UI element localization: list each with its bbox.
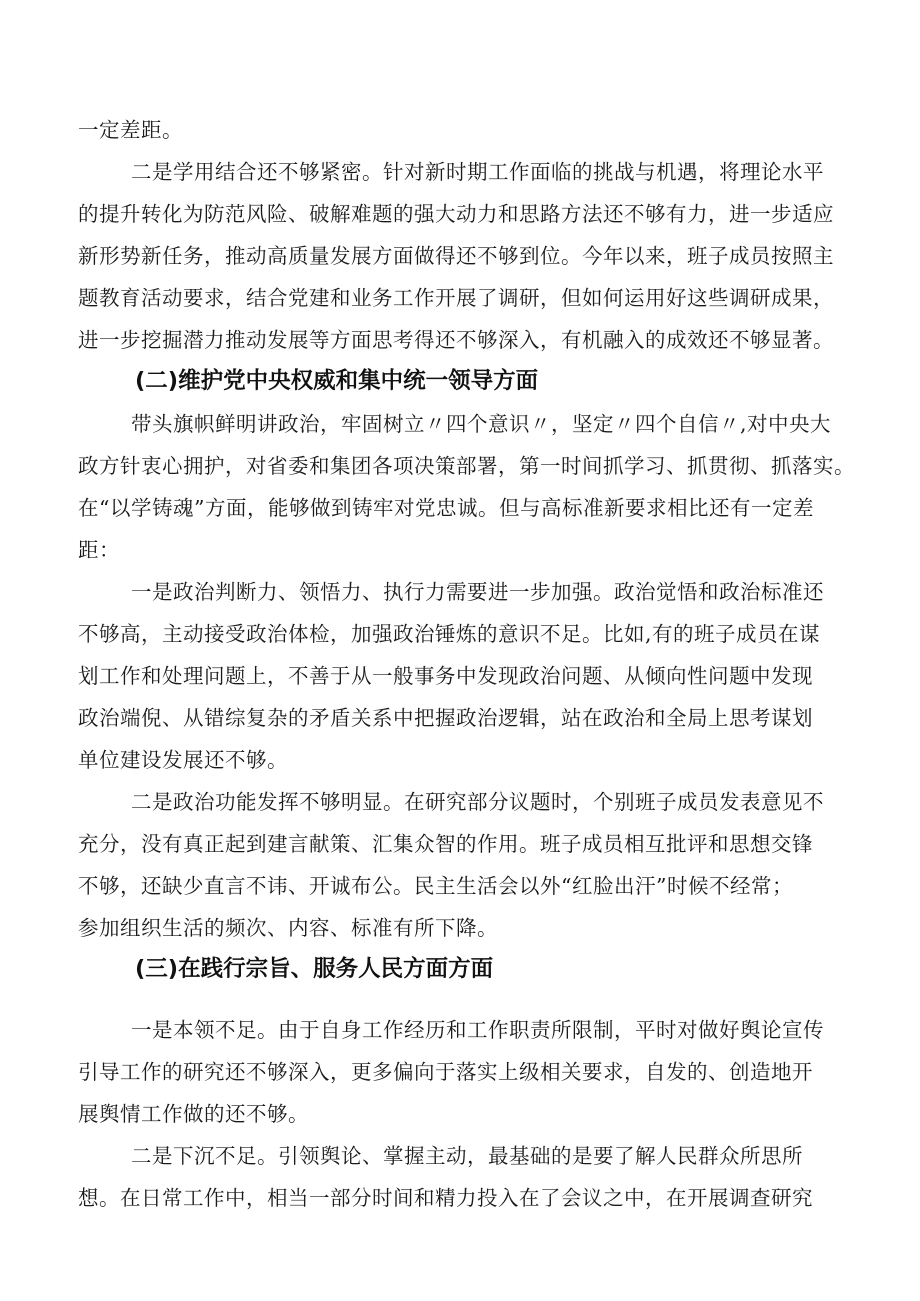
text-line: 距：: [78, 538, 120, 562]
text-line: 展舆情工作做的还不够。: [78, 1102, 309, 1126]
text-line: 的提升转化为防范风险、破解难题的强大动力和思路方法还不够有力，进一步适应: [78, 202, 834, 226]
paragraph-first-line: 二是下沉不足。引领舆论、掌握主动，最基础的是要了解人民群众所思所: [131, 1144, 803, 1168]
text-line: 想。在日常工作中，相当一部分时间和精力投入在了会议之中，在开展调查研究: [78, 1186, 813, 1210]
section-heading: (二)维护党中央权威和集中统一领导方面: [135, 368, 539, 394]
text-line: 单位建设发展还不够。: [78, 748, 288, 772]
text-line: 政方针衷心拥护，对省委和集团各项决策部署，第一时间抓学习、抓贯彻、抓落实。: [78, 454, 855, 478]
text-line: 进一步挖掘潜力推动发展等方面思考得还不够深入，有机融入的成效还不够显著。: [78, 328, 834, 352]
paragraph-first-line: 带头旗帜鲜明讲政治，牢固树立〃四个意识〃，坚定〃四个自信〃,对中央大: [131, 412, 832, 436]
text-line: 划工作和处理问题上，不善于从一般事务中发现政治问题、从倾向性问题中发现: [78, 664, 813, 688]
text-line: 充分，没有真正起到建言献策、汇集众智的作用。班子成员相互批评和思想交锋: [78, 832, 813, 856]
text-line: 题教育活动要求，结合党建和业务工作开展了调研，但如何运用好这些调研成果，: [78, 286, 834, 310]
text-line: 新形势新任务，推动高质量发展方面做得还不够到位。今年以来，班子成员按照主: [78, 244, 834, 268]
paragraph-first-line: 一是政治判断力、领悟力、执行力需要进一步加强。政治觉悟和政治标准还: [131, 580, 824, 604]
paragraph-first-line: 二是政治功能发挥不够明显。在研究部分议题时，个别班子成员发表意见不: [131, 790, 824, 814]
text-line: 不够，还缺少直言不讳、开诚布公。民主生活会以外“红脸出汗”时候不经常；: [78, 874, 793, 898]
section-heading: (三)在践行宗旨、服务人民方面方面: [135, 956, 494, 982]
text-line: 引导工作的研究还不够深入，更多偏向于落实上级相关要求，自发的、创造地开: [78, 1060, 813, 1084]
text-line: 不够高，主动接受政治体检，加强政治锤炼的意识不足。比如,有的班子成员在谋: [78, 622, 821, 646]
paragraph-first-line: 一是本领不足。由于自身工作经历和工作职责所限制，平时对做好舆论宣传: [131, 1018, 824, 1042]
paragraph-first-line: 二是学用结合还不够紧密。针对新时期工作面临的挑战与机遇，将理论水平: [131, 160, 824, 184]
text-line: 参加组织生活的频次、内容、标准有所下降。: [78, 916, 498, 940]
text-line: 政治端倪、从错综复杂的矛盾关系中把握政治逻辑，站在政治和全局上思考谋划: [78, 706, 813, 730]
text-line: 在“以学铸魂”方面，能够做到铸牢对党忠诚。但与高标准新要求相比还有一定差: [78, 496, 814, 520]
text-line: 一定差距。: [78, 118, 183, 142]
